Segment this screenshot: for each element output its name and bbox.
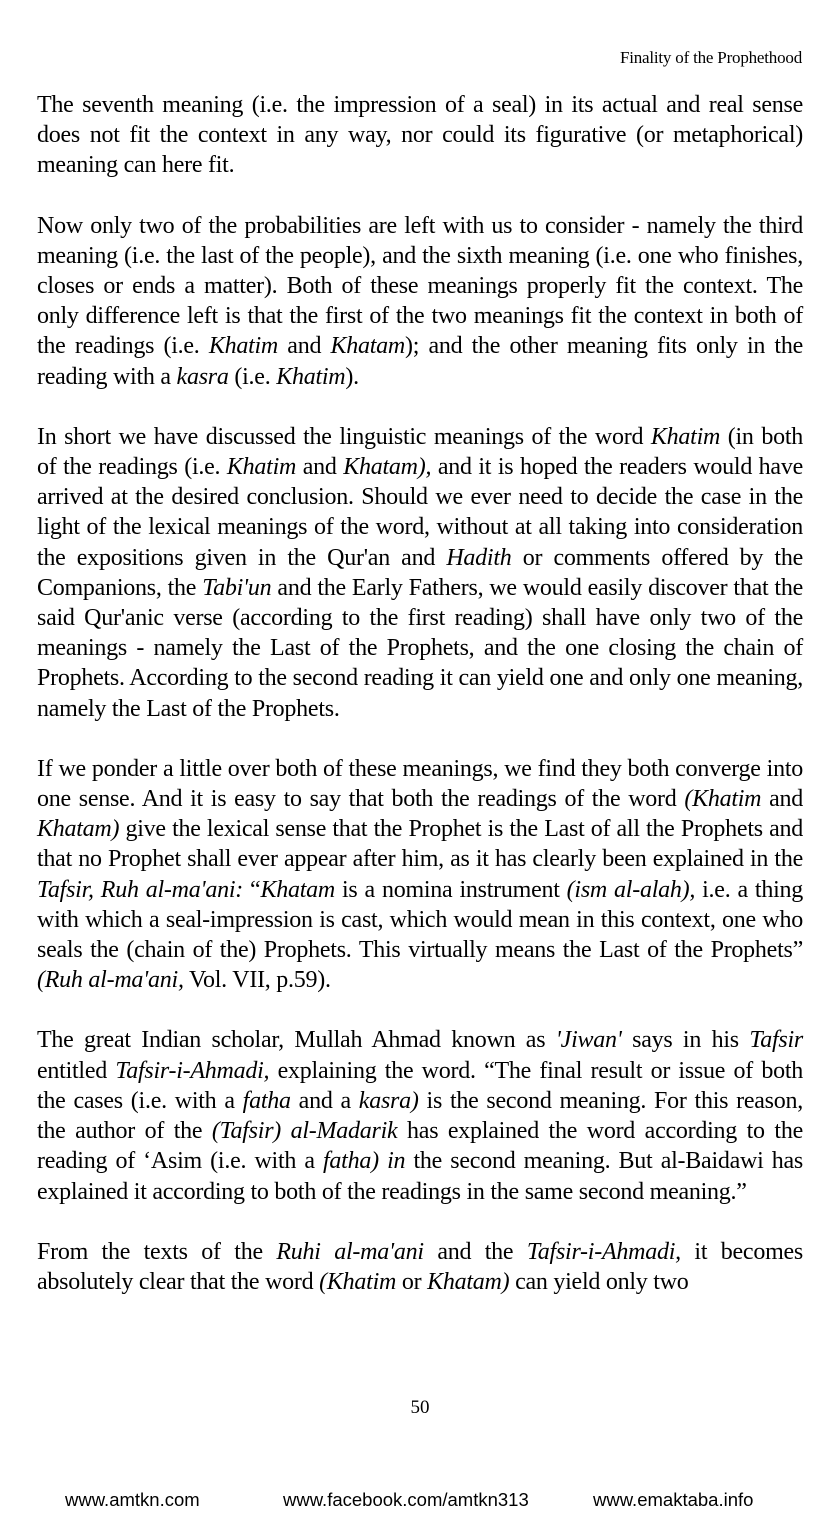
body-text [37,90,803,1327]
italic-run: Khatam [260,876,335,903]
italic-run: (Khatim [319,1268,397,1295]
text-run: can yield only two [509,1268,689,1295]
text-run: give the lexical sense that the Prophet is the Last of all the Prophets and that no Prophet shall ever appear after him, as it has clearly been explained in the [37,816,803,873]
italic-run: Khatam) [37,816,120,843]
text-run: explaining the word. “The final result or issue of both the cases (i.e. with a [37,1057,803,1114]
text-run: entitled [37,1057,116,1084]
text-run: If we ponder a little over both of these meanings, we find they both converge into one sense. And it is easy to say that both the readings of the word [37,755,803,813]
text-run: or [396,1268,428,1295]
footer-link-emaktaba: www.emaktaba.info [593,1489,754,1510]
italic-run: fatha [242,1087,291,1114]
text-run: and the [423,1238,527,1265]
italic-run: kasra [176,363,229,390]
paragraph [37,90,803,181]
italic-run: Khatim [208,333,278,360]
footer [0,1489,840,1513]
text-run: and it is hoped the readers would have arrived at the desired conclusion. Should we ever need to decide the case in the light of the lexical meanings of the word, without at all taking into consideration the expositions given in the Qur'an and [37,454,803,571]
text-run: Now only two of the probabilities are left with us to consider - namely the third meaning (i.e. the last of the people), and the sixth meaning (i.e. one who finishes, closes or ends a matter). Both of these meanings properly fit the context. The only difference left is that the first of the two meanings fit the context in both of the readings (i.e. [37,212,803,360]
italic-run: (Khatim [684,786,762,813]
italic-run: Ruhi al-ma'ani [276,1238,424,1265]
text-run: and the Early Fathers, we would easily discover that the said Qur'anic verse (according to the first reading) shall have only two of the meanings - namely the Last of the Prophets, and the one closing the chain of Prophets. According to the second reading it can yield one and only one meaning, namely the Last of the Prophets. [37,574,804,722]
text-run: and [761,786,803,813]
text-run: ). [345,363,359,390]
text-run: and [278,333,331,360]
italic-run: Tafsir-i-Ahmadi, [526,1238,681,1265]
italic-run: Khatam), [343,454,432,481]
text-run: (i.e. [228,363,277,390]
text-run: and a [290,1087,359,1114]
italic-run: (Ruh al-ma'ani, [37,967,184,994]
text-run: i.e. a thing with which a seal-impression is cast, which would mean in this context, one who seals the (chain of the) Prophets. This virtually means the Last of the Prophets” [37,876,804,964]
text-run: is the second meaning. For this reason, the author of the [37,1087,804,1145]
italic-run: Hadith [446,544,512,571]
page-number: 50 [410,1397,430,1418]
italic-run: (ism al-alah), [566,876,696,903]
text-run: From the texts of the [37,1238,277,1265]
italic-run: Tafsir-i-Ahmadi, [115,1057,270,1084]
text-run: the second meaning. But al-Baidawi has explained it according to both of the readings in the same second meaning.” [37,1148,803,1205]
running-head: Finality of the Prophethood [619,48,802,67]
text-run: In short we have discussed the linguistic meanings of the word [37,423,651,450]
italic-run: Khatim [226,454,297,481]
italic-run: Tafsir [749,1027,803,1054]
footer-link-amtkn: www.amtkn.com [65,1489,200,1510]
text-run: says in his [621,1027,750,1054]
italic-run: Tabi'un [202,574,272,601]
text-run: The great Indian scholar, Mullah Ahmad known as [37,1027,556,1054]
text-run: it becomes absolutely clear that the word [37,1238,803,1295]
text-run: and [296,454,344,481]
text-run: The seventh meaning (i.e. the impression of a seal) in its actual and real sense does not fit the context in any way, nor could its figurative (or metaphorical) meaning can here fit. [37,92,803,179]
italic-run: fatha) in [323,1148,406,1175]
paragraph [37,422,803,724]
paragraph [37,1237,803,1297]
italic-run: (Tafsir) al-Madarik [211,1118,398,1145]
italic-run: Khatam [330,333,405,360]
text-run: Vol. VII, p.59). [183,967,331,994]
text-run: “ [243,876,261,903]
paragraph [37,1025,803,1206]
text-run: or comments offered by the Companions, the [37,544,803,601]
text-run: is a nomina instrument [334,876,567,903]
text-run: ); and the other meaning fits only in the reading with a [37,333,803,390]
paragraph [37,211,803,392]
italic-run: 'Jiwan' [555,1027,622,1054]
paragraph [37,754,803,996]
italic-run: Khatim [650,423,721,450]
text-run: has explained the word according to the reading of ‘Asim (i.e. with a [37,1118,803,1175]
italic-run: Khatam) [427,1268,510,1295]
italic-run: kasra) [358,1087,419,1114]
text-run: (in both of the readings (i.e. [37,423,804,481]
italic-run: Khatim [276,363,346,390]
italic-run: Tafsir, Ruh al-ma'ani: [37,876,244,903]
footer-link-facebook: www.facebook.com/amtkn313 [283,1489,529,1510]
